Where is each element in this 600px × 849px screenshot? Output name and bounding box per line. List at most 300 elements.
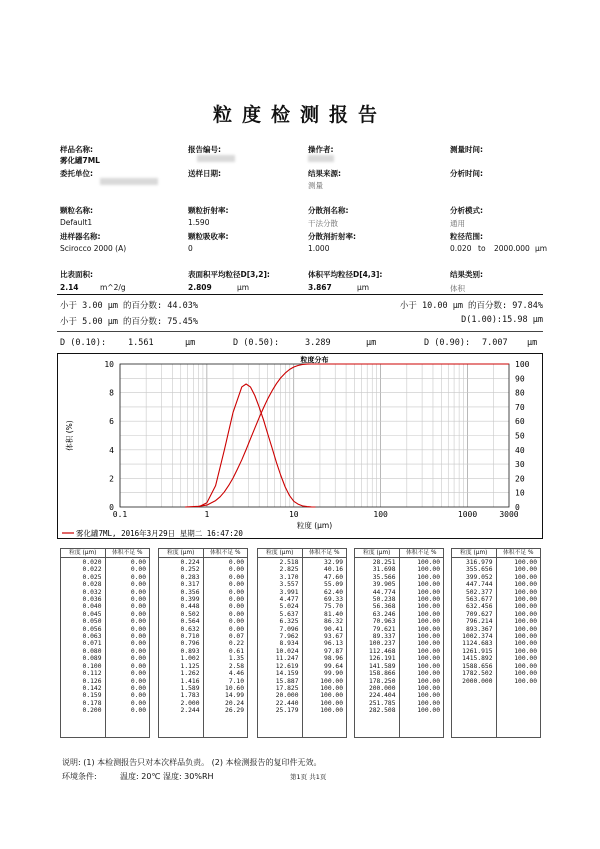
volume-cell: 100.00 <box>514 618 537 626</box>
size-cell: 15.887 <box>275 677 299 685</box>
table-column-group <box>60 548 150 738</box>
size-cell: 44.774 <box>372 588 396 596</box>
particle-size-chart <box>57 353 543 539</box>
size-cell: 2.244 <box>180 707 200 715</box>
volume-cell: 86.32 <box>324 618 343 626</box>
operator-redacted <box>308 155 334 162</box>
particle-name: Default1 <box>60 218 93 227</box>
size-cell: 11.247 <box>275 655 299 663</box>
volume-cell: 100.00 <box>514 566 537 574</box>
size-cell: 3.991 <box>279 588 299 596</box>
legend-label: 雾化罐7ML, 2016年3月29日 星期二 16:47:20 <box>76 529 243 538</box>
volume-cell: 100.00 <box>417 692 440 700</box>
size-cell: 70.963 <box>372 618 396 626</box>
size-cell: 0.025 <box>82 573 102 581</box>
volume-cell: 100.00 <box>514 655 537 663</box>
disp-refr: 1.000 <box>308 244 330 253</box>
size-cell: 709.627 <box>465 610 493 618</box>
volume-cell: 96.13 <box>324 640 343 648</box>
volume-cell: 100.00 <box>514 662 537 670</box>
y-tick-label-right: 30 <box>515 460 525 470</box>
volume-cell: 99.90 <box>324 670 343 678</box>
table-header <box>61 549 149 558</box>
size-cell: 316.979 <box>465 559 493 566</box>
header-size: 粒度 (μm) <box>159 549 204 557</box>
volume-cell: 0.00 <box>228 610 244 618</box>
result-type: 体积 <box>450 284 465 293</box>
result-source: 测量 <box>308 181 323 190</box>
volume-cell: 75.70 <box>324 603 343 611</box>
volume-column <box>106 558 150 738</box>
x-axis-label: 粒度 (μm) <box>296 521 333 530</box>
d10-label: D (0.10): <box>60 338 107 348</box>
volume-cell: 100.00 <box>514 588 537 596</box>
d100: D(1.00):15.98 μm <box>461 315 543 325</box>
header-volume: 体积不足 % <box>502 550 534 556</box>
volume-cell: 0.00 <box>228 588 244 596</box>
y-tick-label-right: 0 <box>515 503 520 512</box>
size-cell: 0.632 <box>180 625 200 633</box>
size-cell: 0.089 <box>82 655 102 663</box>
refr: 1.590 <box>188 218 210 227</box>
result-type-label: 结果类别: <box>450 270 483 279</box>
volume-cell: 14.99 <box>225 692 244 700</box>
y-tick-label-right: 90 <box>515 374 525 384</box>
table-header <box>159 549 247 558</box>
volume-cell: 100.00 <box>514 640 537 648</box>
size-cell: 89.337 <box>372 633 396 641</box>
x-tick-label: 3000 <box>499 510 519 519</box>
volume-cell: 100.00 <box>514 610 537 618</box>
absorb-label: 颗粒吸收率: <box>188 232 229 241</box>
volume-cell: 0.00 <box>228 559 244 566</box>
volume-cell: 10.60 <box>225 684 244 692</box>
volume-cell: 1.35 <box>228 655 244 663</box>
x-tick-label: 100 <box>373 510 388 519</box>
y-tick-label-left: 0 <box>109 503 114 512</box>
size-cell: 0.071 <box>82 640 102 648</box>
percent-lt3: 小于 3.00 μm 的百分数: 44.03% <box>60 301 198 311</box>
y-tick-label-left: 2 <box>109 474 114 484</box>
y-tick-label-right: 100 <box>515 360 530 369</box>
size-cell: 0.045 <box>82 610 102 618</box>
volume-cell: 0.00 <box>130 662 146 670</box>
volume-cell: 0.00 <box>228 573 244 581</box>
header-size: 粒度 (μm) <box>258 549 303 557</box>
y-tick-label-left: 8 <box>109 388 114 398</box>
x-tick-label: 1 <box>204 510 210 519</box>
mode: 通用 <box>450 219 465 228</box>
size-cell: 39.905 <box>372 581 396 589</box>
size-cell: 17.825 <box>275 684 299 692</box>
d32-unit: μm <box>237 283 250 292</box>
operator-label: 操作者: <box>308 145 334 154</box>
size-cell: 7.962 <box>279 633 299 641</box>
d10-value: 1.561 <box>128 338 154 348</box>
size-cell: 0.063 <box>82 633 102 641</box>
size-cell: 0.056 <box>82 625 102 633</box>
volume-cell: 100.00 <box>417 625 440 633</box>
volume-cell: 100.00 <box>514 596 537 604</box>
volume-cell: 100.00 <box>417 707 440 715</box>
size-cell: 7.096 <box>279 625 299 633</box>
volume-cell: 0.00 <box>228 625 244 633</box>
size-cell: 1261.915 <box>462 647 493 655</box>
size-cell: 0.100 <box>82 662 102 670</box>
header-size: 粒度 (μm) <box>452 549 497 557</box>
volume-cell: 100.00 <box>417 633 440 641</box>
size-cell: 0.022 <box>82 566 102 574</box>
size-cell: 0.356 <box>180 588 200 596</box>
size-cell: 1782.502 <box>462 670 493 678</box>
volume-cell: 100.00 <box>417 662 440 670</box>
d50-unit: μm <box>366 338 377 348</box>
size-cell: 2.518 <box>279 559 299 566</box>
y-tick-label-right: 40 <box>515 445 525 455</box>
d90-label: D (0.90): <box>424 338 471 348</box>
report-title: 粒度检测报告 <box>212 104 387 126</box>
volume-cell: 0.00 <box>130 603 146 611</box>
report-no-label: 报告编号: <box>188 145 221 154</box>
size-cell: 224.404 <box>368 692 396 700</box>
x-tick-label: 10 <box>288 510 299 519</box>
size-cell: 22.440 <box>275 699 299 707</box>
footer-note: 说明: (1) 本检测报告只对本次样品负责。 (2) 本检测报告的复印件无效。 <box>62 758 322 767</box>
volume-column <box>400 558 444 738</box>
analysis-time-label: 分析时间: <box>450 169 483 178</box>
refr-label: 颗粒折射率: <box>188 206 229 215</box>
size-cell: 632.456 <box>465 603 493 611</box>
size-cell: 1124.683 <box>462 640 493 648</box>
volume-cell: 0.00 <box>228 581 244 589</box>
size-cell: 0.142 <box>82 684 102 692</box>
disp-refr-label: 分散剂折射率: <box>308 232 356 241</box>
y-tick-label-left: 4 <box>109 445 114 455</box>
volume-cell: 100.00 <box>417 677 440 685</box>
size-cell: 35.566 <box>372 573 396 581</box>
volume-cell: 0.00 <box>130 559 146 566</box>
mode-label: 分析模式: <box>450 206 483 215</box>
ssa-value: 2.14 <box>60 283 79 292</box>
volume-cell: 55.09 <box>324 581 343 589</box>
y-tick-label-right: 70 <box>515 402 525 412</box>
size-cell: 0.564 <box>180 618 200 626</box>
size-cell: 0.710 <box>180 633 200 641</box>
volume-cell: 0.00 <box>130 618 146 626</box>
size-cell: 0.050 <box>82 618 102 626</box>
divider <box>57 331 543 332</box>
table-header <box>355 549 443 558</box>
d43-unit: μm <box>357 283 370 292</box>
d50-value: 3.289 <box>305 338 331 348</box>
volume-cell: 100.00 <box>417 588 440 596</box>
size-cell: 5.637 <box>279 610 299 618</box>
x-tick-label: 0.1 <box>112 510 128 519</box>
volume-cell: 0.00 <box>130 573 146 581</box>
size-cell: 28.251 <box>372 559 396 566</box>
volume-cell: 32.99 <box>324 559 343 566</box>
client-label: 委托单位: <box>60 169 93 178</box>
volume-cell: 100.00 <box>417 581 440 589</box>
size-cell: 0.126 <box>82 677 102 685</box>
table-header <box>452 549 540 558</box>
size-cell: 0.283 <box>180 573 200 581</box>
size-cell: 100.237 <box>368 640 396 648</box>
percent-lt10: 小于 10.00 μm 的百分数: 97.84% <box>399 301 543 311</box>
x-tick-label: 1000 <box>457 510 478 519</box>
size-cell: 1002.374 <box>462 633 493 641</box>
d32-label: 表面积平均粒径D[3,2]: <box>188 270 270 279</box>
y-tick-label-right: 10 <box>515 488 525 498</box>
size-column <box>61 558 106 738</box>
ssa-label: 比表面积: <box>60 270 93 279</box>
size-column <box>452 558 497 738</box>
volume-cell: 90.41 <box>324 625 343 633</box>
volume-cell: 100.00 <box>417 670 440 678</box>
table-column-group <box>451 548 541 738</box>
table-column-group <box>158 548 248 738</box>
size-column <box>258 558 303 738</box>
volume-cell: 100.00 <box>417 684 440 692</box>
d43-value: 3.867 <box>308 283 332 292</box>
size-cell: 0.080 <box>82 647 102 655</box>
size-cell: 0.028 <box>82 581 102 589</box>
volume-cell: 0.61 <box>228 647 244 655</box>
series-line-density <box>199 384 316 507</box>
size-cell: 25.179 <box>275 707 299 715</box>
size-cell: 4.477 <box>279 596 299 604</box>
size-cell: 3.557 <box>279 581 299 589</box>
y-tick-label-left: 10 <box>104 360 114 369</box>
size-cell: 893.367 <box>465 625 493 633</box>
size-column <box>159 558 204 738</box>
size-cell: 31.698 <box>372 566 396 574</box>
size-cell: 563.677 <box>465 596 493 604</box>
header-size: 粒度 (μm) <box>61 549 106 557</box>
header-volume: 体积不足 % <box>308 550 340 556</box>
size-cell: 1.589 <box>180 684 200 692</box>
y-axis-label: 体积 (%) <box>65 420 74 451</box>
volume-cell: 100.00 <box>514 559 537 566</box>
volume-cell: 100.00 <box>417 596 440 604</box>
size-cell: 6.325 <box>279 618 299 626</box>
size-cell: 0.502 <box>180 610 200 618</box>
volume-cell: 99.64 <box>324 662 343 670</box>
volume-cell: 0.22 <box>228 640 244 648</box>
size-cell: 79.621 <box>372 625 396 633</box>
size-cell: 56.368 <box>372 603 396 611</box>
volume-cell: 0.00 <box>228 566 244 574</box>
y-tick-label-left: 6 <box>109 417 114 427</box>
volume-cell: 0.00 <box>130 670 146 678</box>
size-cell: 112.468 <box>368 647 396 655</box>
volume-cell: 100.00 <box>417 603 440 611</box>
size-cell: 0.893 <box>180 647 200 655</box>
dispersant: 干法分散 <box>308 219 338 228</box>
size-cell: 1.125 <box>180 662 200 670</box>
size-cell: 0.200 <box>82 707 102 715</box>
result-source-label: 结果来源: <box>308 169 341 178</box>
volume-cell: 100.00 <box>514 670 537 678</box>
table-column-group <box>257 548 347 738</box>
d43-label: 体积平均粒径D[4,3]: <box>308 270 383 279</box>
size-cell: 0.178 <box>82 699 102 707</box>
range-to: to <box>478 244 486 253</box>
size-cell: 355.656 <box>465 566 493 574</box>
volume-cell: 100.00 <box>417 699 440 707</box>
volume-cell: 100.00 <box>514 633 537 641</box>
volume-cell: 62.40 <box>324 588 343 596</box>
size-cell: 200.000 <box>368 684 396 692</box>
volume-cell: 0.07 <box>228 633 244 641</box>
volume-cell: 20.24 <box>225 699 244 707</box>
volume-cell: 0.00 <box>228 603 244 611</box>
volume-cell: 100.00 <box>514 603 537 611</box>
size-cell: 1415.892 <box>462 655 493 663</box>
size-cell: 0.224 <box>180 559 200 566</box>
size-cell: 2.825 <box>279 566 299 574</box>
sample-name-label: 样品名称: <box>60 145 93 154</box>
volume-cell: 100.00 <box>514 581 537 589</box>
size-cell: 158.866 <box>368 670 396 678</box>
volume-cell: 100.00 <box>417 655 440 663</box>
d10-unit: μm <box>185 338 196 348</box>
size-cell: 251.785 <box>368 699 396 707</box>
header-volume: 体积不足 % <box>209 550 241 556</box>
table-header <box>258 549 346 558</box>
header-volume: 体积不足 % <box>111 550 143 556</box>
volume-cell: 100.00 <box>514 677 537 685</box>
volume-cell: 0.00 <box>130 581 146 589</box>
volume-cell: 100.00 <box>417 618 440 626</box>
size-cell: 0.317 <box>180 581 200 589</box>
volume-cell: 97.87 <box>324 647 343 655</box>
volume-cell: 100.00 <box>417 647 440 655</box>
volume-cell: 0.00 <box>130 596 146 604</box>
volume-cell: 47.60 <box>324 573 343 581</box>
volume-cell: 0.00 <box>228 618 244 626</box>
header-size: 粒度 (μm) <box>355 549 400 557</box>
volume-cell: 0.00 <box>130 692 146 700</box>
range-label: 粒径范围: <box>450 232 483 241</box>
size-cell: 502.377 <box>465 588 493 596</box>
chart-title: 粒度分布 <box>300 356 329 364</box>
volume-cell: 93.67 <box>324 633 343 641</box>
size-cell: 0.448 <box>180 603 200 611</box>
d90-unit: μm <box>527 338 538 348</box>
volume-cell: 69.33 <box>324 596 343 604</box>
size-column <box>355 558 400 738</box>
size-cell: 447.744 <box>465 581 493 589</box>
size-cell: 1588.656 <box>462 662 493 670</box>
size-cell: 2.000 <box>180 699 200 707</box>
size-cell: 50.238 <box>372 596 396 604</box>
d50-label: D (0.50): <box>233 338 280 348</box>
volume-cell: 100.00 <box>514 573 537 581</box>
volume-cell: 100.00 <box>320 699 343 707</box>
sampler-label: 进样器名称: <box>60 232 101 241</box>
size-cell: 141.589 <box>368 662 396 670</box>
env-label: 环境条件: <box>62 772 97 781</box>
range-max: 2000.000 <box>494 244 530 253</box>
volume-cell: 100.00 <box>320 684 343 692</box>
volume-cell: 0.00 <box>130 655 146 663</box>
volume-cell: 100.00 <box>320 692 343 700</box>
client-redacted <box>100 178 158 185</box>
volume-cell: 2.58 <box>228 662 244 670</box>
volume-column <box>303 558 347 738</box>
size-cell: 1.002 <box>180 655 200 663</box>
measure-time-label: 测量时间: <box>450 145 483 154</box>
volume-cell: 98.96 <box>324 655 343 663</box>
size-cell: 399.052 <box>465 573 493 581</box>
volume-cell: 0.00 <box>130 633 146 641</box>
size-cell: 126.191 <box>368 655 396 663</box>
divider <box>57 294 543 295</box>
range-unit: μm <box>535 244 548 253</box>
volume-cell: 0.00 <box>130 707 146 715</box>
sample-name: 雾化罐7ML <box>60 156 100 165</box>
sampler: Scirocco 2000 (A) <box>60 244 127 253</box>
absorb: 0 <box>188 244 193 253</box>
y-tick-label-right: 80 <box>515 388 525 398</box>
report-no-redacted <box>197 155 235 162</box>
size-cell: 0.796 <box>180 640 200 648</box>
size-cell: 0.036 <box>82 596 102 604</box>
size-cell: 796.214 <box>465 618 493 626</box>
volume-cell: 0.00 <box>228 596 244 604</box>
volume-cell: 100.00 <box>417 566 440 574</box>
size-cell: 0.040 <box>82 603 102 611</box>
chart-svg <box>58 354 542 538</box>
size-cell: 282.508 <box>368 707 396 715</box>
size-cell: 0.020 <box>82 559 102 566</box>
size-cell: 2000.000 <box>462 677 493 685</box>
y-tick-label-right: 20 <box>515 474 525 484</box>
ssa-unit: m^2/g <box>100 283 126 292</box>
volume-cell: 100.00 <box>514 625 537 633</box>
size-cell: 0.399 <box>180 596 200 604</box>
percent-lt5: 小于 5.00 μm 的百分数: 75.45% <box>60 317 198 327</box>
size-cell: 12.619 <box>275 662 299 670</box>
size-cell: 3.170 <box>279 573 299 581</box>
volume-cell: 100.00 <box>417 610 440 618</box>
table-column-group <box>354 548 444 738</box>
volume-cell: 100.00 <box>417 573 440 581</box>
volume-cell: 100.00 <box>417 640 440 648</box>
size-cell: 0.112 <box>82 670 102 678</box>
size-cell: 10.024 <box>275 647 299 655</box>
y-tick-label-right: 50 <box>515 431 525 441</box>
size-cell: 1.416 <box>180 677 200 685</box>
dispersant-label: 分散剂名称: <box>308 206 349 215</box>
volume-cell: 100.00 <box>514 647 537 655</box>
size-cell: 63.246 <box>372 610 396 618</box>
env-value: 温度: 20℃ 湿度: 30%RH <box>120 772 214 781</box>
size-cell: 1.262 <box>180 670 200 678</box>
y-tick-label-right: 60 <box>515 417 525 427</box>
volume-cell: 7.10 <box>228 677 244 685</box>
range-min: 0.020 <box>450 244 472 253</box>
volume-cell: 0.00 <box>130 684 146 692</box>
volume-column <box>497 558 541 738</box>
volume-cell: 100.00 <box>320 707 343 715</box>
volume-cell: 100.00 <box>417 559 440 566</box>
volume-cell: 0.00 <box>130 625 146 633</box>
size-cell: 178.250 <box>368 677 396 685</box>
d32-value: 2.809 <box>188 283 212 292</box>
size-cell: 0.032 <box>82 588 102 596</box>
